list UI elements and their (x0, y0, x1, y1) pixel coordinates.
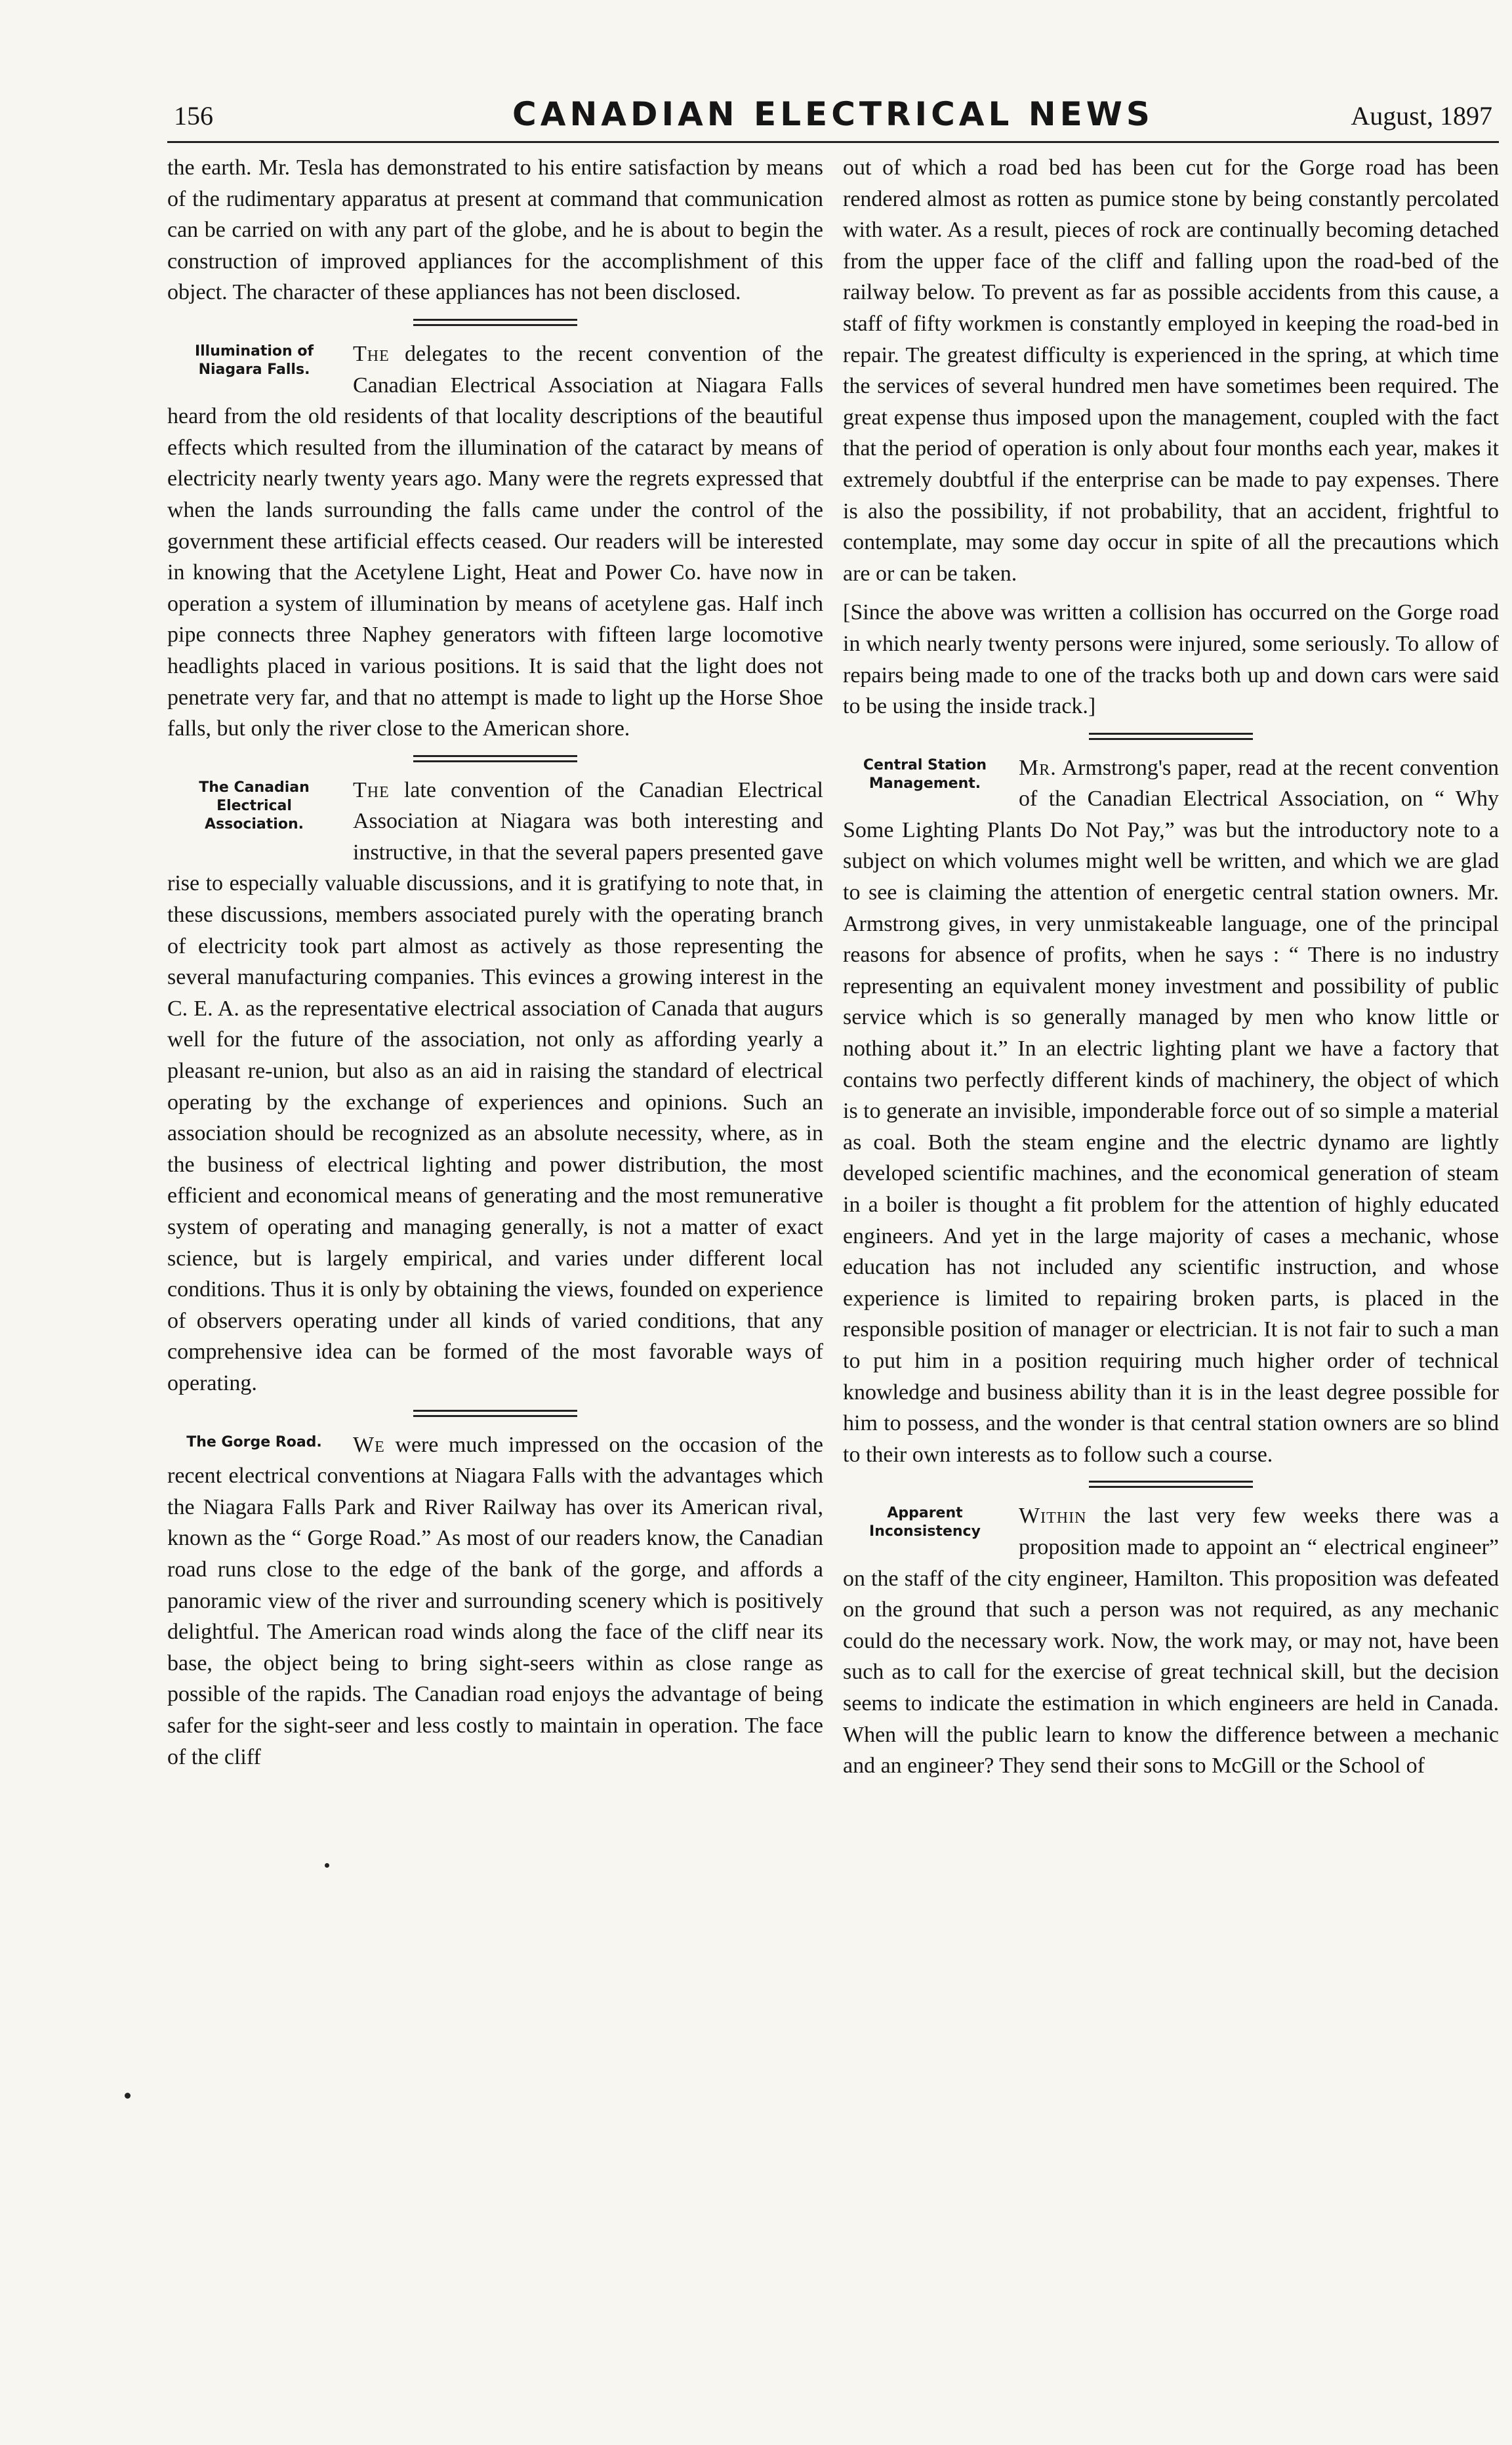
section-divider (843, 1470, 1499, 1500)
article-gorge-road (167, 1429, 823, 1773)
issue-date: August, 1897 (1351, 101, 1492, 131)
bracketed-note: [Since the above was written a collision has occurred on the Gorge road in which nearly twenty persons were injured, some seriously. To allow of repairs being made to one of the tracks both up and down cars were said to be using the inside track.] (843, 600, 1499, 719)
article-body (167, 1429, 823, 1773)
section-divider (843, 722, 1499, 752)
body-text: delegates to the recent convention of the Canadian Electrical Association at Niagara Falls heard from the old residents of that locality descriptions of the beautiful effects which resulted from the illumination of the cataract by means of electricity nearly twenty years ago. Many were the regrets expressed that when the lands surrounding the falls came under the control of the government these artificial effects ceased. Our readers will be interested in knowing that the Acetylene Light, Heat and Power Co. have now in operation a system of illumination by means of acetylene gas. Half inch pipe connects three Naphey generators with fifteen large locomotive headlights placed in various positions. It is said that the light does not penetrate very far, and that no attempt is made to light up the Horse Shoe falls, but only the river close to the American shore. (167, 341, 823, 741)
section-divider (167, 745, 823, 775)
article-central-station (843, 752, 1499, 1471)
continued-paragraph: out of which a road bed has been cut for the Gorge road has been rendered almost as rotten as pumice stone by being constantly percolated with water. As a result, pieces of rock are continually becoming detached from the upper face of the cliff and falling upon the road-bed of the railway below. To prevent as far as possible accidents from this cause, a staff of fifty workmen is constantly employed in keeping the road-bed in repair. The greatest difficulty is experienced in the spring, at which time the services of several hundred men have sometimes been required. The great expense thus imposed upon the management, coupled with the fact that the period of operation is only about four months each year, makes it extremely doubtful if the enterprise can be made to pay expenses. There is also the possibility, if not probability, that an accident, frightful to contemplate, may some day occur in spite of all the precautions which are or can be taken. (843, 155, 1499, 586)
right-column (843, 152, 1499, 1782)
continued-paragraph: the earth. Mr. Tesla has demonstrated to his entire satisfaction by means of the rudimentary apparatus at present at command that communication can be carried on with any part of the globe, and he is about to begin the construction of improved appliances for the accomplishment of this object. The character of these appliances has not been disclosed. (167, 155, 823, 305)
body-text: were much impressed on the occasion of the recent electrical conventions at Niagara Falls with the advantages which the Niagara Falls Park and River Railway has over its American rival, known as the “ Gorge Road.” As most of our readers know, the Canadian road runs close to the edge of the bank of the gorge, and affords a panoramic view of the river and surrounding scenery which is positively delightful. The American road winds along the face of the cliff near its base, the object being to bring sight-seers within as close range as possible of the rapids. The Canadian road enjoys the advantage of being safer for the sight-seer and less costly to maintain in operation. The face of the cliff (167, 1432, 823, 1769)
sidehead-central-station: Central Station Management. (863, 756, 987, 792)
article-body (167, 775, 823, 1399)
article-body (843, 752, 1499, 1471)
ink-speck (325, 1863, 329, 1868)
sidehead-gorge-road: The Gorge Road. (186, 1433, 322, 1450)
article-illumination (167, 339, 823, 745)
body-text: the last very few weeks there was a proposition made to appoint an “ electrical engineer” on the staff of the city engineer, Hamilton. This proposition was defeated on the ground that such a person was not required, as any mechanic could do the necessary work. Now, the work may, or may not, have been such as to call for the exercise of great technical skill, but the decision seems to indicate the estimation in which engineers are held in Canada. When will the public learn to know the difference between a mechanic and an engineer? They send their sons to McGill or the School of (843, 1504, 1499, 1778)
article-inconsistency (843, 1500, 1499, 1781)
lead-word: The (353, 777, 390, 802)
article-body (167, 339, 823, 745)
page-header (167, 95, 1499, 143)
lead-word: Mr. (1019, 755, 1057, 780)
article-association (167, 775, 823, 1399)
masthead-title: CANADIAN ELECTRICAL NEWS (512, 95, 1154, 133)
margin-mark (125, 2093, 131, 2099)
body-text: late convention of the Canadian Electrical Association at Niagara was both interesting and instructive, in that the several papers presented gave rise to especially valuable discussions, and it is gratifying to note that, in these discussions, members associated purely with the operating branch of electricity took part almost as actively as those representing the several manufacturing companies. This evinces a growing interest in the C. E. A. as the representative electrical association of Canada that augurs well for the future of the association, not only as affording yearly a pleasant re-union, but also as an aid in raising the standard of electrical operating by the exchange of experiences and opinions. Such an association should be recognized as an absolute necessity, where, as in the business of electrical lighting and power distribution, the most efficient and economical means of generating and the most remunerative system of operating and managing generally, is not a matter of exact science, but is largely empirical, and varies under different local conditions. Thus it is only by obtaining the views, founded on experience of observers operating under all kinds of varied conditions, that any comprehensive idea can be formed of the most favorable ways of operating. (167, 777, 823, 1395)
body-text: Armstrong's paper, read at the recent convention of the Canadian Electrical Association, on “ Why Some Lighting Plants Do Not Pay,” was but the introductory note to a subject on which volumes might well be written, and which we are glad to see is claiming the attention of energetic central station owners. Mr. Armstrong gives, in very unmistakeable language, one of the principal reasons for absence of profits, when he says : “ There is no industry representing an equivalent money investment and possibility of public service which is so generally managed by men who know little or nothing about it.” In an electric lighting plant we have a factory that contains two perfectly different kinds of machinery, the object of which is to generate an invisible, imponderable force out of so simple a material as coal. Both the steam engine and the electric dynamo are lightly developed scientific machines, and the economical generation of steam in a boiler is thought a fit problem for the attention of highly educated engineers. And yet in the large majority of cases a mechanic, whose education has not included any scientific instruction, and whose experience is limited to repairing broken parts, is placed in the responsible position of manager or electrician. It is not fair to such a man to put him in a position requiring much higher order of technical knowledge and business ability than it is in the least degree possible for him to possess, and the wonder is that central station owners are so blind to their own interests as to follow such a course. (843, 755, 1499, 1467)
lead-word: The (353, 341, 390, 366)
lead-word: Within (1019, 1504, 1087, 1529)
sidehead-association: The Canadian Electrical Association. (199, 779, 310, 832)
article-body (843, 1500, 1499, 1781)
sidehead-illumination: Illumination of Niagara Falls. (194, 342, 314, 378)
lead-word: We (353, 1432, 385, 1457)
sidehead-inconsistency: Apparent Inconsistency (869, 1505, 981, 1540)
left-column (167, 152, 823, 1773)
section-divider (167, 308, 823, 339)
section-divider (167, 1399, 823, 1429)
page-number: 156 (174, 101, 213, 131)
